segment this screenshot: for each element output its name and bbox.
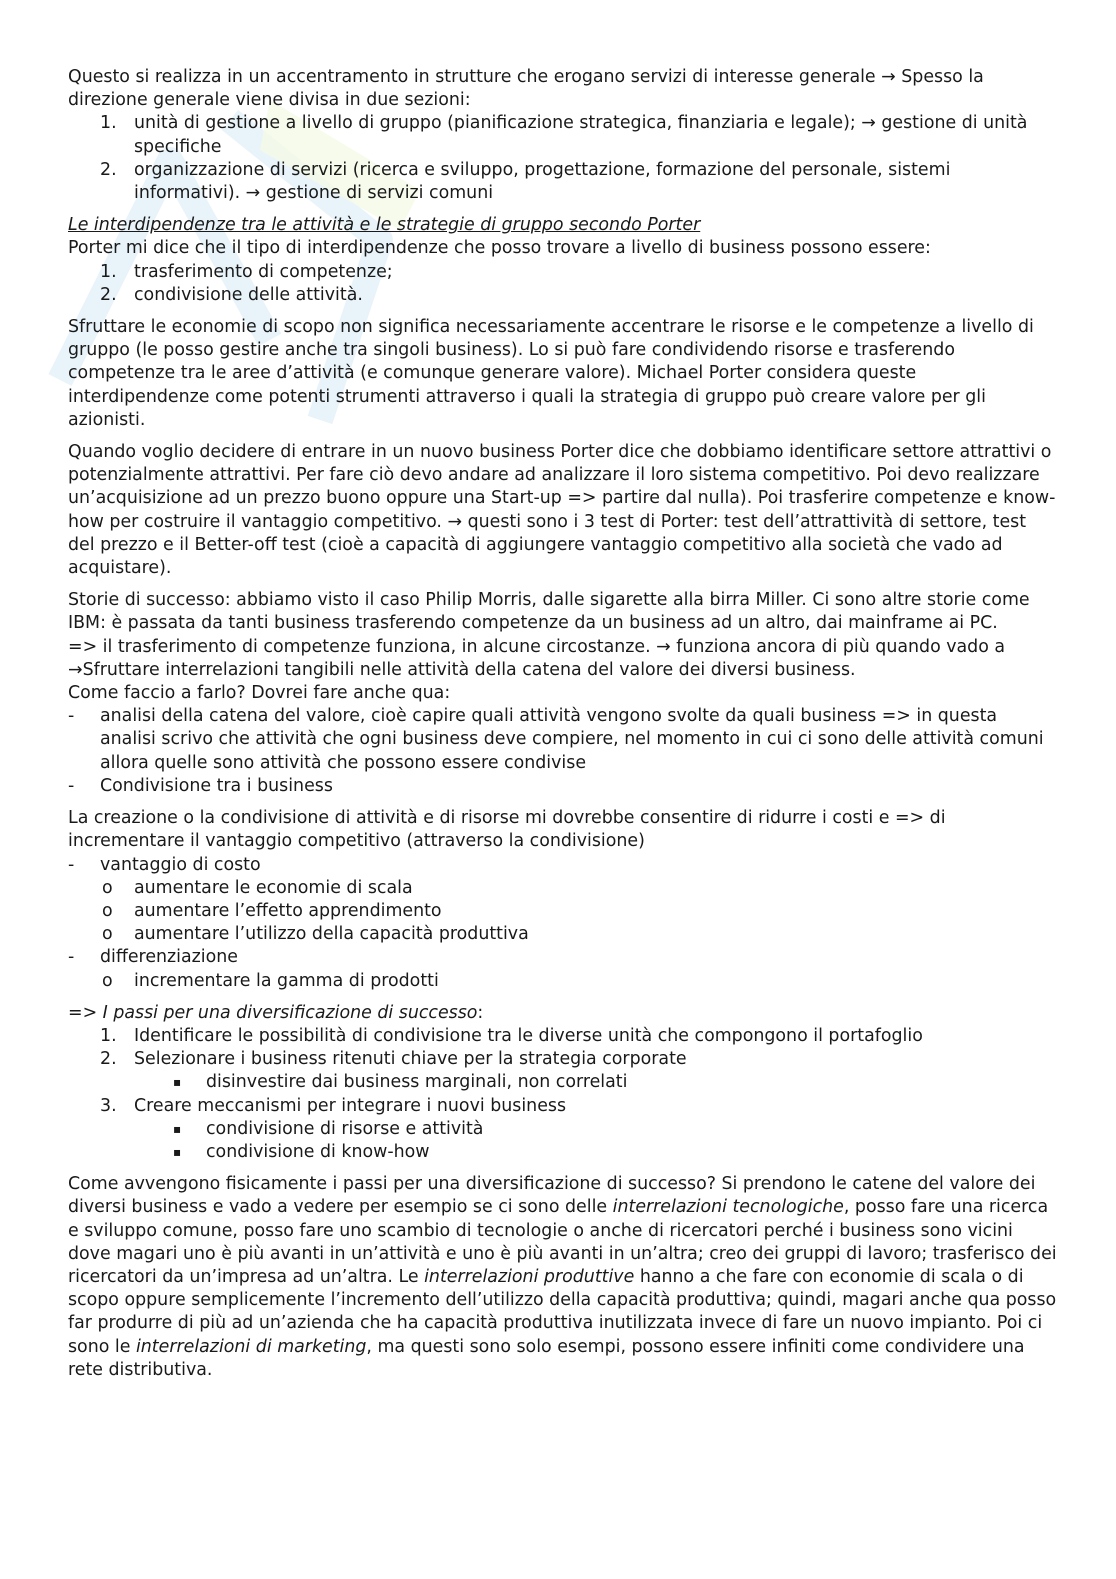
list-marker: o	[102, 970, 113, 991]
final-text-1: Come avvengono fisicamente i passi per una diversificazione di successo? Si prendono le catene del valore dei diversi business e vado a vedere per esempio se ci sono delle	[68, 1174, 1036, 1218]
list-marker: 1.	[100, 261, 117, 282]
list-marker: -	[68, 706, 75, 727]
porter-paragraph: Porter mi dice che il tipo di interdipendenze che posso trovare a livello di business possono essere:	[68, 238, 931, 259]
sub-list-item	[68, 923, 1058, 946]
list-item-text: Identificare le possibilità di condivisione tra le diverse unità che compongono il portafoglio	[134, 1025, 923, 1046]
list-item	[68, 112, 1058, 158]
list-item-text: condivisione delle attività.	[134, 284, 363, 305]
final-text-2: , posso fare una ricerca e sviluppo comune, posso fare uno scambio di tecnologie o anche di ricercatori perché i business sono vicini dove magari uno è più avanti in un’attività e uno è più avanti in un’altra; creo dei gruppi di lavoro; trasferisco dei ricercatori da un’impresa ad un’altra. Le	[68, 1197, 1057, 1287]
list-marker: o	[102, 877, 113, 898]
list-marker: 2.	[100, 159, 117, 180]
list-item-text: unità di gestione a livello di gruppo (pianificazione strategica, finanziaria e legale); → gestione di unità specifiche	[134, 113, 1028, 157]
list-item-text: analisi della catena del valore, cioè capire quali attività vengono svolte da quali business => in questa analisi scrivo che attività che ogni business deve compiere, nel momento in cui ci sono delle attività comuni allora quelle sono attività che possono essere condivise	[100, 706, 1044, 773]
list-item	[68, 705, 1058, 775]
passi-list	[68, 1025, 1058, 1164]
list-marker: 1.	[100, 113, 117, 134]
list-item-text: condivisione di know-how	[206, 1141, 430, 1162]
sub-list-item	[68, 1071, 1058, 1094]
list-item-text: Creare meccanismi per integrare i nuovi business	[134, 1095, 567, 1116]
list-item-text: organizzazione di servizi (ricerca e sviluppo, progettazione, formazione del personale, sistemi informativi). → gestione di servizi comuni	[134, 159, 951, 204]
list-item	[68, 854, 1058, 877]
final-paragraph	[68, 1173, 1058, 1382]
document-page	[68, 66, 1058, 1391]
final-emphasis-1: interrelazioni tecnologiche	[612, 1197, 844, 1218]
list-item	[68, 1095, 1058, 1118]
list-item	[68, 261, 1058, 284]
passi-title: I passi per una diversificazione di successo	[102, 1002, 478, 1023]
list-item-text: condivisione di risorse e attività	[206, 1118, 484, 1139]
list-marker: o	[102, 900, 113, 921]
intro-paragraph: Questo si realizza in un accentramento in strutture che erogano servizi di interesse generale → Spesso la direzione generale viene divisa in due sezioni:	[68, 67, 984, 111]
list-marker: ▪	[173, 1121, 182, 1136]
list-marker: 3.	[100, 1095, 117, 1116]
list-item-text: aumentare l’utilizzo della capacità produttiva	[134, 924, 529, 945]
porter-list	[68, 261, 1058, 307]
creazione-list	[68, 854, 1058, 993]
list-item-text: differenziazione	[100, 947, 238, 968]
final-emphasis-2: interrelazioni produttive	[424, 1266, 635, 1287]
list-marker: 2.	[100, 1049, 117, 1070]
list-marker: ▪	[173, 1144, 182, 1159]
list-item	[68, 775, 1058, 798]
list-marker: -	[68, 947, 75, 968]
come-faccio-paragraph: Come faccio a farlo? Dovrei fare anche qua:	[68, 683, 451, 704]
passi-heading	[68, 1002, 1058, 1025]
sub-list-item	[68, 1141, 1058, 1164]
list-item	[68, 284, 1058, 307]
sub-list-item	[68, 877, 1058, 900]
list-item-text: vantaggio di costo	[100, 854, 261, 875]
sfruttare-paragraph: Sfruttare le economie di scopo non significa necessariamente accentrare le risorse e le competenze a livello di gruppo (le posso gestire anche tra singoli business). Lo si può fare condividendo risorse e trasferendo competenze tra le aree d’attività (e comunque generare valore). Michael Porter considera queste interdipendenze come potenti strumenti attraverso i quali la strategia di gruppo può creare valore per gli azionisti.	[68, 317, 1034, 430]
list-item-text: Condivisione tra i business	[100, 775, 333, 796]
sub-list-item	[68, 900, 1058, 923]
list-marker: -	[68, 854, 75, 875]
intro-list	[68, 112, 1058, 205]
list-marker: ▪	[173, 1075, 182, 1090]
final-text-3: hanno a che fare con economie di scala o di scopo oppure semplicemente l’incremento dell’utilizzo della capacità produttiva; quindi, magari anche qua posso far produrre di più ad un’azienda che ha capacità produttiva inutilizzata invece di fare un nuovo impianto. Poi ci sono le	[68, 1266, 1057, 1357]
list-item	[68, 1048, 1058, 1071]
list-marker: o	[102, 924, 113, 945]
list-item-text: aumentare le economie di scala	[134, 877, 413, 898]
list-item-text: Selezionare i business ritenuti chiave per la strategia corporate	[134, 1049, 687, 1070]
list-marker: 1.	[100, 1025, 117, 1046]
sub-list-item	[68, 970, 1058, 993]
trasferimento-paragraph: => il trasferimento di competenze funziona, in alcune circostanze. → funziona ancora di più quando vado a →Sfruttare interrelazioni tangibili nelle attività della catena del valore dei diversi business.	[68, 636, 1006, 680]
list-marker: 2.	[100, 284, 117, 305]
quando-paragraph: Quando voglio decidere di entrare in un nuovo business Porter dice che dobbiamo identificare settore attrattivi o potenzialmente attrattivi. Per fare ciò devo andare ad analizzare il loro sistema competitivo. Poi devo realizzare un’acquisizione ad un prezzo buono oppure una Start-up => partire dal nulla). Poi trasferire competenze e know-how per costruire il vantaggio competitivo. → questi sono i 3 test di Porter: test dell’attrattività di settore, test del prezzo e il Better-off test (cioè a capacità di aggiungere vantaggio competitivo alla società che vado ad acquistare).	[68, 442, 1056, 579]
list-item-text: disinvestire dai business marginali, non correlati	[206, 1072, 628, 1093]
list-item-text: trasferimento di competenze;	[134, 261, 393, 282]
passi-prefix: =>	[68, 1002, 103, 1023]
passi-suffix: :	[477, 1002, 484, 1023]
storie-paragraph: Storie di successo: abbiamo visto il caso Philip Morris, dalle sigarette alla birra Miller. Ci sono altre storie come IBM: è passata da tanti business trasferendo competenze da un business ad un altro, dai mainframe ai PC.	[68, 590, 1030, 634]
creazione-paragraph: La creazione o la condivisione di attività e di risorse mi dovrebbe consentire di ridurre i costi e => di incrementare il vantaggio competitivo (attraverso la condivisione)	[68, 808, 946, 852]
list-item-text: aumentare l’effetto apprendimento	[134, 900, 442, 921]
storie-list	[68, 705, 1058, 798]
list-marker: -	[68, 775, 75, 796]
list-item	[68, 946, 1058, 969]
list-item	[68, 1025, 1058, 1048]
list-item	[68, 159, 1058, 205]
list-item-text: incrementare la gamma di prodotti	[134, 970, 439, 991]
sub-list-item	[68, 1118, 1058, 1141]
final-emphasis-3: interrelazioni di marketing	[135, 1336, 367, 1357]
final-text-4: , ma questi sono solo esempi, possono essere infiniti come condividere una rete distributiva.	[68, 1336, 1025, 1380]
section-heading: Le interdipendenze tra le attività e le strategie di gruppo secondo Porter	[68, 215, 701, 236]
